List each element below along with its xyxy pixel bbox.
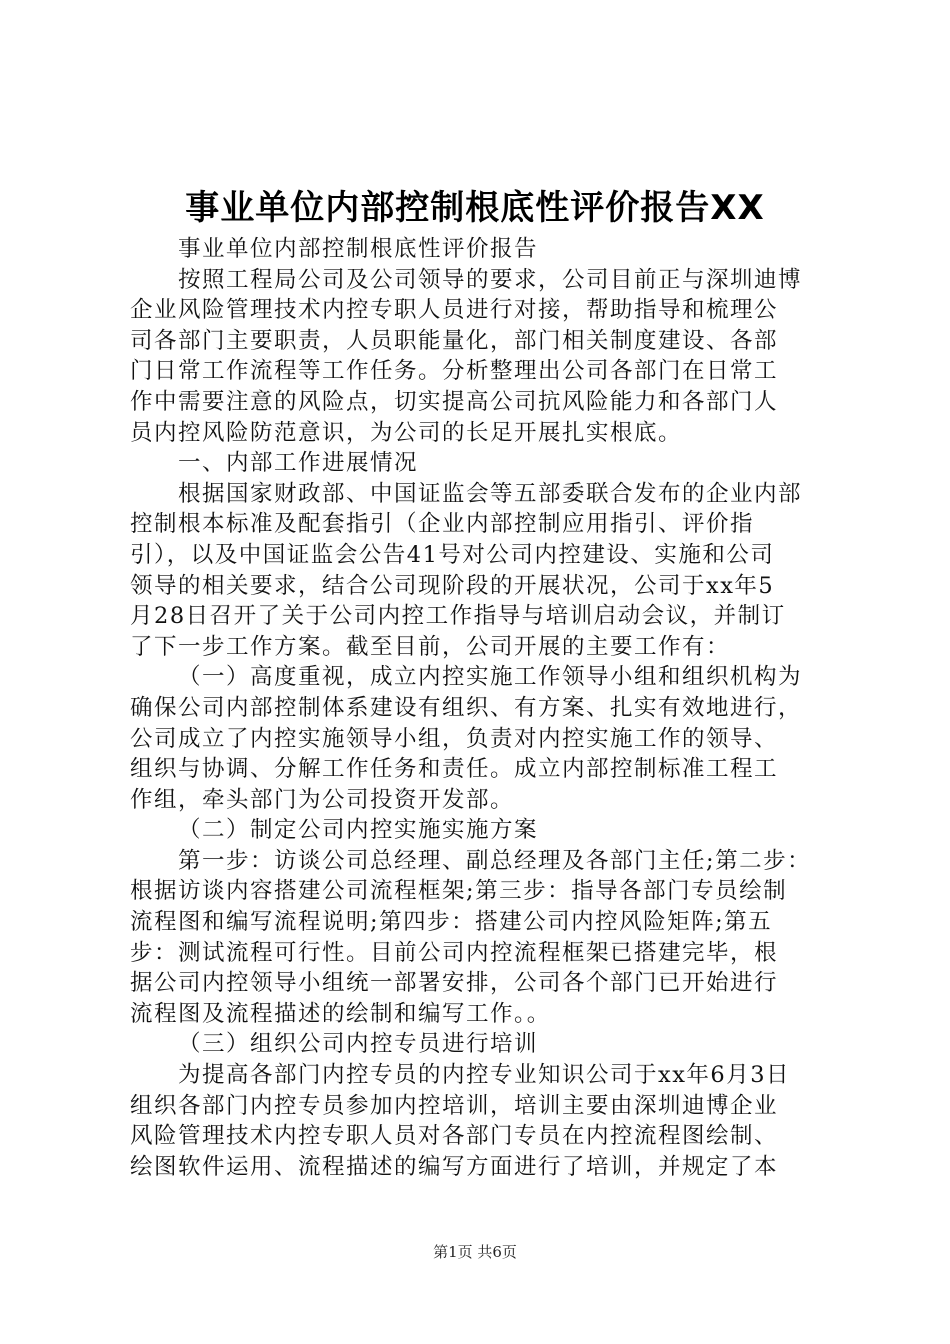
text-line: 员内控风险防范意识，为公司的长足开展扎实根底。 [130,419,683,446]
text-line: 据公司内控领导小组统一部署安排，公司各个部门已开始进行 [130,970,779,997]
text-line: 引），以及中国证监会公告41号对公司内控建设、实施和公司 [130,541,775,568]
text-line: 流程图和编写流程说明;第四步：搭建公司内控风险矩阵;第五 [130,909,773,936]
text-line: 按照工程局公司及公司领导的要求，公司目前正与深圳迪博 [178,266,803,293]
text-line: 绘图软件运用、流程描述的编写方面进行了培训，并规定了本 [130,1153,779,1180]
text-line: 组织与协调、分解工作任务和责任。成立内部控制标准工程工 [130,756,779,783]
text-line: 企业风险管理技术内控专职人员进行对接，帮助指导和梳理公 [130,297,779,324]
text-line: 根据国家财政部、中国证监会等五部委联合发布的企业内部 [178,480,803,507]
text-line: 了下一步工作方案。截至目前，公司开展的主要工作有： [130,633,731,660]
text-line: （二）制定公司内控实施实施方案 [178,817,539,844]
text-line: 司各部门主要职责，人员职能量化，部门相关制度建设、各部 [130,327,779,354]
text-line: 作组，牵头部门为公司投资开发部。 [130,786,515,813]
document-body [130,234,830,1182]
text-line: 风险管理技术内控专职人员对各部门专员在内控流程图绘制、 [130,1123,779,1150]
text-line: 领导的相关要求，结合公司现阶段的开展状况，公司于xx年5 [130,572,775,599]
text-line: 流程图及流程描述的绘制和编写工作。。 [130,1000,551,1027]
document-title: 事业单位内部控制根底性评价报告XX [185,188,765,228]
text-line: 门日常工作流程等工作任务。分析整理出公司各部门在日常工 [130,358,779,385]
text-line: （三）组织公司内控专员进行培训 [178,1031,539,1058]
text-line: 根据访谈内容搭建公司流程框架;第三步：指导各部门专员绘制 [130,878,788,905]
text-line: 月28日召开了关于公司内控工作指导与培训启动会议，并制订 [130,603,786,630]
text-line: 一、内部工作进展情况 [178,450,419,477]
text-line: 第一步：访谈公司总经理、副总经理及各部门主任;第二步： [178,847,812,874]
page-number-footer: 第1页 共6页 [433,1243,517,1261]
text-line: 作中需要注意的风险点，切实提高公司抗风险能力和各部门人 [130,388,779,415]
text-line: 公司成立了内控实施领导小组，负责对内控实施工作的领导、 [130,725,779,752]
text-line: （一）高度重视，成立内控实施工作领导小组和组织机构为 [178,664,803,691]
text-line: 事业单位内部控制根底性评价报告 [178,236,539,262]
text-line: 为提高各部门内控专员的内控专业知识公司于xx年6月3日 [178,1062,791,1089]
text-line: 确保公司内部控制体系建设有组织、有方案、扎实有效地进行， [130,694,803,721]
text-line: 步：测试流程可行性。目前公司内控流程框架已搭建完毕，根 [130,939,779,966]
text-line: 控制根本标准及配套指引（企业内部控制应用指引、评价指 [130,511,755,538]
text-line: 组织各部门内控专员参加内控培训，培训主要由深圳迪博企业 [130,1092,779,1119]
